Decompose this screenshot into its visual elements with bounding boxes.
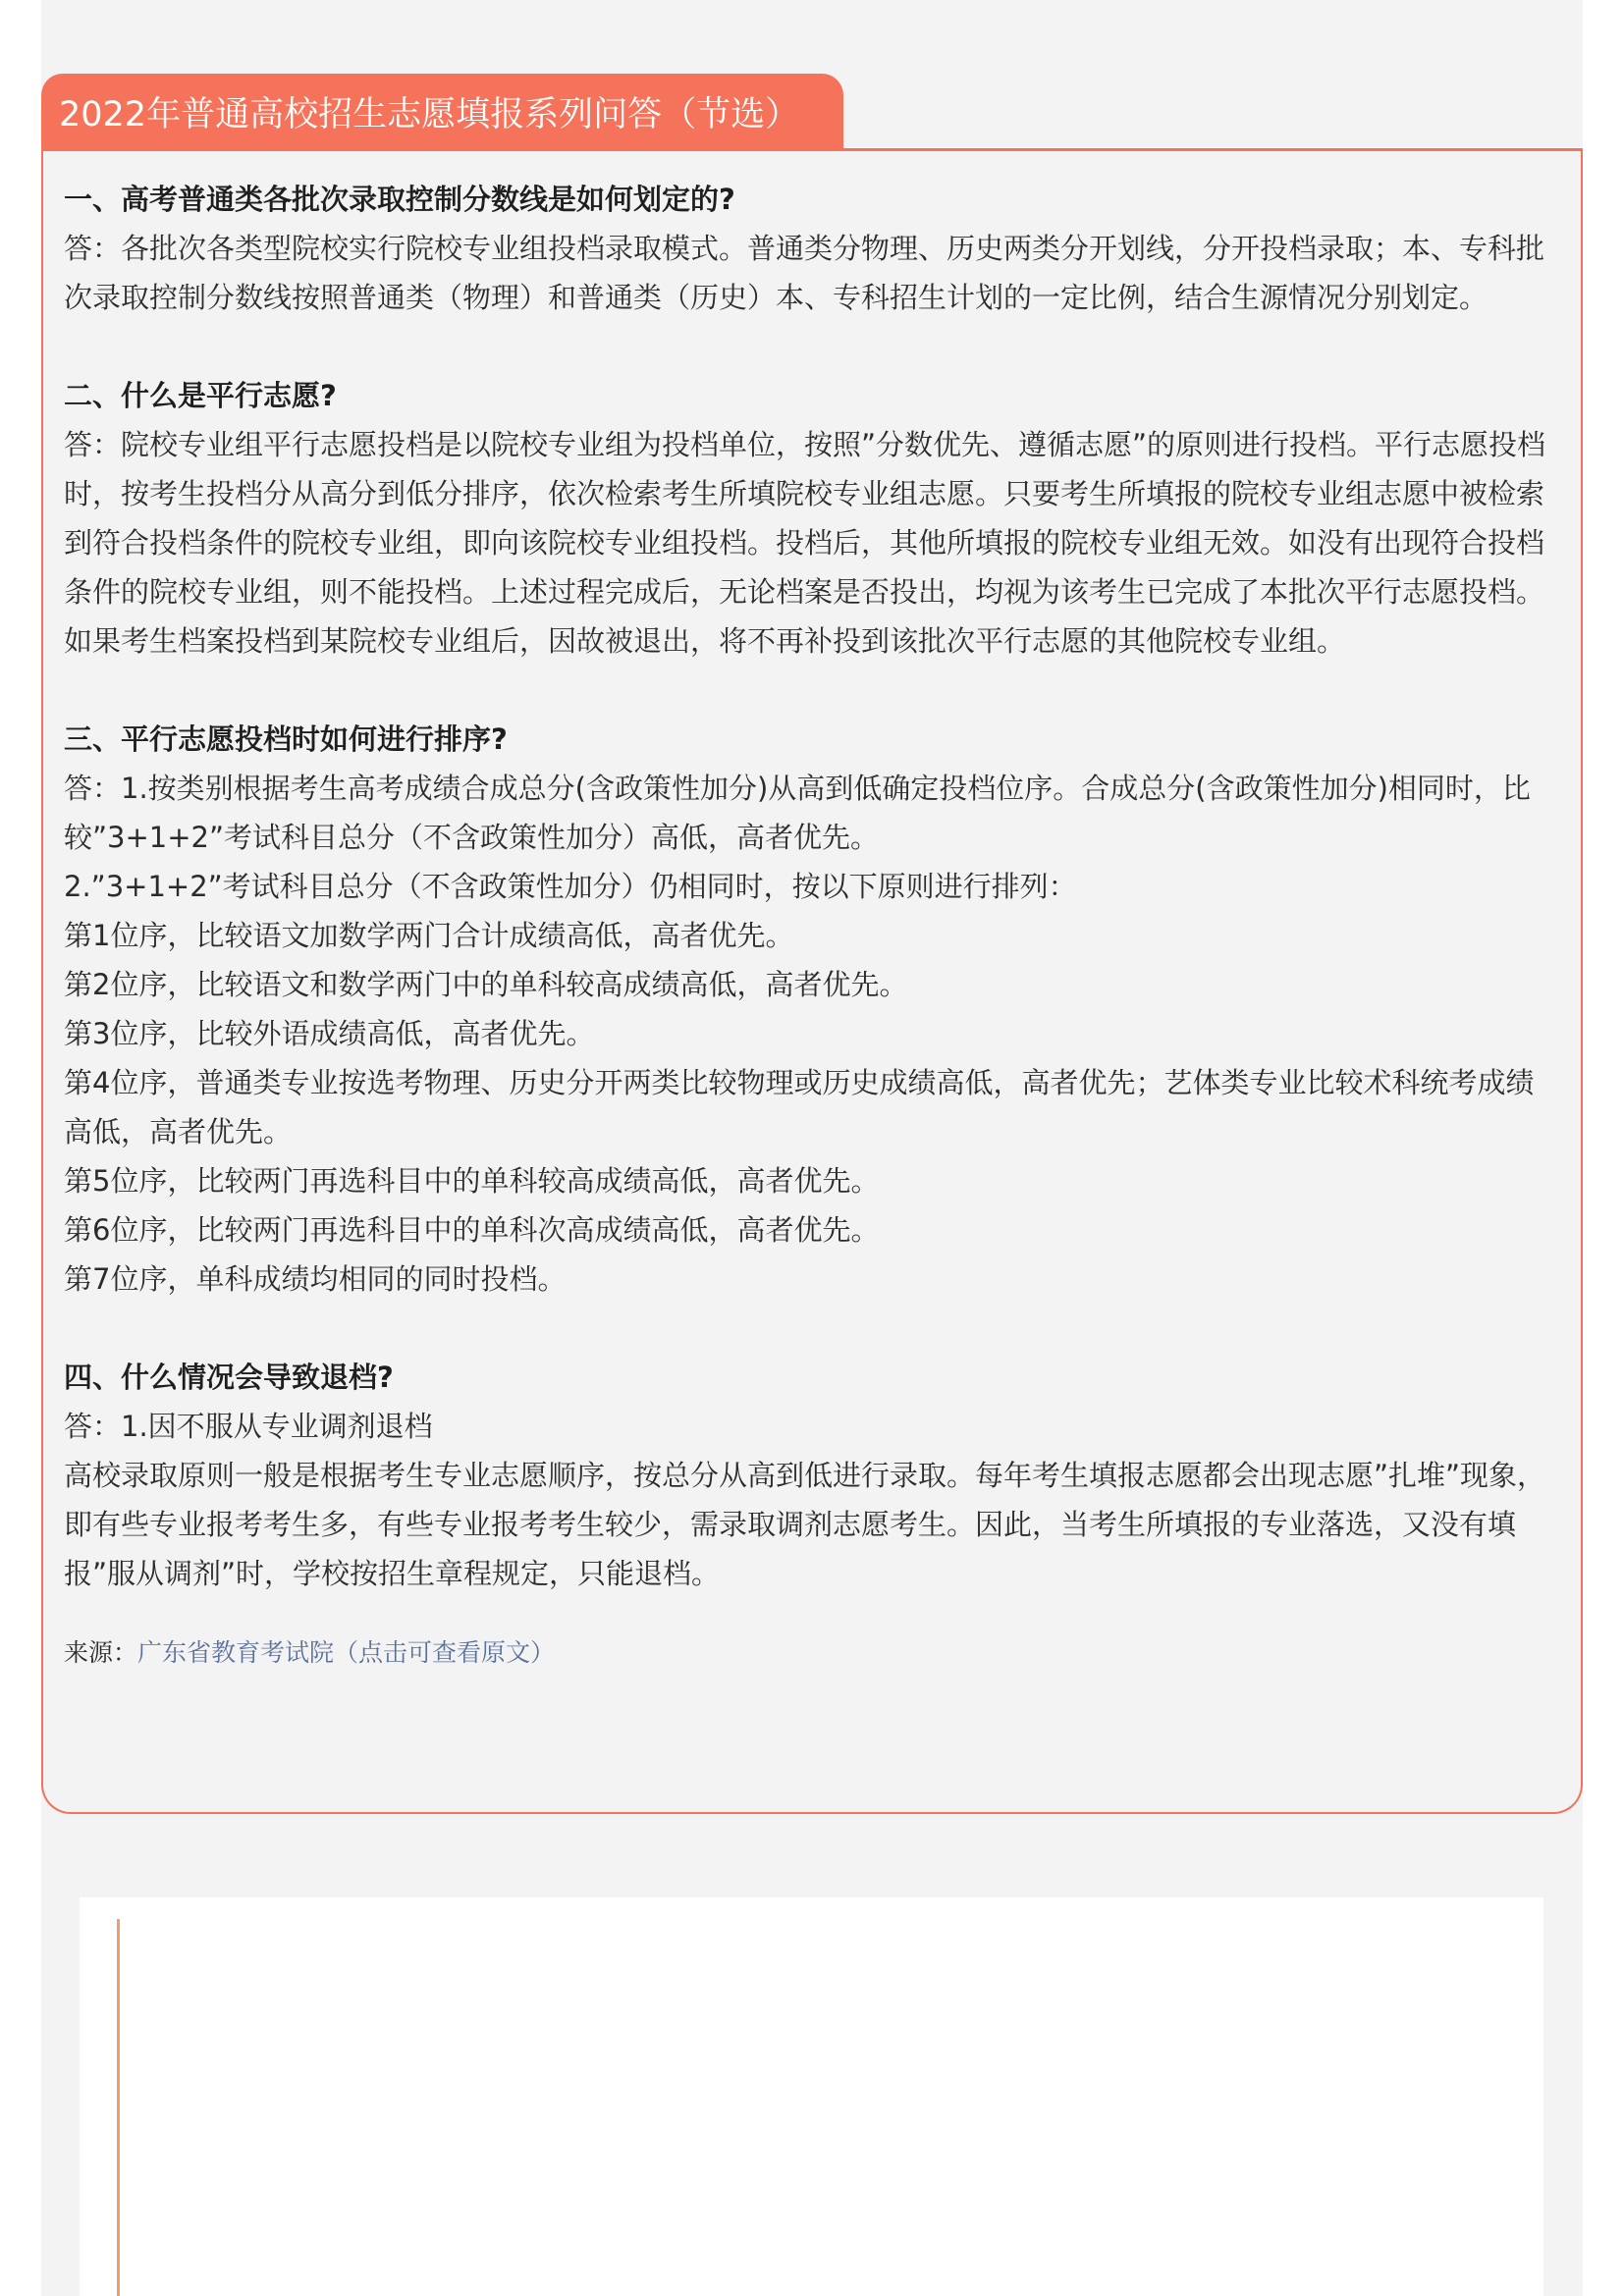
ranking-rule-7: 第7位序，单科成绩均相同的同时投档。 bbox=[64, 1262, 567, 1296]
question-heading: 四、什么情况会导致退档? bbox=[64, 1361, 394, 1394]
answer-text: 高校录取原则一般是根据考生专业志愿顺序，按总分从高到低进行录取。每年考生填报志愿都会出现志愿”扎堆”现象，即有些专业报考考生多，有些专业报考考生较少，需录取调剂志愿考生。因此，当考生所填报的专业落选，又没有填报”服从调剂”时，学校按招生章程规定，只能退档。 bbox=[64, 1459, 1546, 1590]
ranking-rule-5: 第5位序，比较两门再选科目中的单科较高成绩高低，高者优先。 bbox=[64, 1164, 880, 1198]
qa-section-2 bbox=[64, 371, 1559, 666]
article-title: 2022年普通高校招生志愿填报系列问答（节选） bbox=[59, 95, 800, 134]
qa-content-box bbox=[41, 148, 1583, 1814]
card-accent-line bbox=[117, 1919, 120, 2296]
content-card bbox=[80, 1897, 1543, 2296]
qa-section-1 bbox=[64, 175, 1559, 322]
source-link[interactable]: 广东省教育考试院（点击可查看原文） bbox=[137, 1638, 556, 1667]
ranking-rule-6: 第6位序，比较两门再选科目中的单科次高成绩高低，高者优先。 bbox=[64, 1213, 880, 1247]
answer-text: 答：1.按类别根据考生高考成绩合成总分(含政策性加分)从高到低确定投档位序。合成总分(含政策性加分)相同时，比较”3+1+2”考试科目总分（不含政策性加分）高低，高者优先。 bbox=[64, 772, 1531, 854]
question-heading: 二、什么是平行志愿? bbox=[64, 379, 337, 412]
answer-text: 2.”3+1+2”考试科目总分（不含政策性加分）仍相同时，按以下原则进行排列： bbox=[64, 870, 1077, 903]
qa-section-3 bbox=[64, 715, 1559, 1304]
answer-text: 答：1.因不服从专业调剂退档 bbox=[64, 1410, 433, 1443]
ranking-rule-2: 第2位序，比较语文和数学两门中的单科较高成绩高低，高者优先。 bbox=[64, 968, 908, 1001]
question-heading: 三、平行志愿投档时如何进行排序? bbox=[64, 722, 508, 756]
question-heading: 一、高考普通类各批次录取控制分数线是如何划定的? bbox=[64, 183, 735, 216]
qa-section-4 bbox=[64, 1353, 1559, 1598]
ranking-rule-1: 第1位序，比较语文加数学两门合计成绩高低，高者优先。 bbox=[64, 919, 794, 952]
ranking-rule-4: 第4位序，普通类专业按选考物理、历史分开两类比较物理或历史成绩高低，高者优先；艺体类专业比较术科统考成绩高低，高者优先。 bbox=[64, 1066, 1535, 1148]
answer-text: 答：各批次各类型院校实行院校专业组投档录取模式。普通类分物理、历史两类分开划线，分开投档录取；本、专科批次录取控制分数线按照普通类（物理）和普通类（历史）本、专科招生计划的一定比例，结合生源情况分别划定。 bbox=[64, 232, 1545, 314]
answer-text: 答：院校专业组平行志愿投档是以院校专业组为投档单位，按照”分数优先、遵循志愿”的原则进行投档。平行志愿投档时，按考生投档分从高分到低分排序，依次检索考生所填院校专业组志愿。只要考生所填报的院校专业组志愿中被检索到符合投档条件的院校专业组，即向该院校专业组投档。投档后，其他所填报的院校专业组无效。如没有出现符合投档条件的院校专业组，则不能投档。上述过程完成后，无论档案是否投出，均视为该考生已完成了本批次平行志愿投档。如果考生档案投档到某院校专业组后，因故被退出，将不再补投到该批次平行志愿的其他院校专业组。 bbox=[64, 428, 1546, 658]
article-header-tab bbox=[41, 74, 843, 150]
source-line bbox=[64, 1633, 1559, 1673]
source-label: 来源： bbox=[64, 1638, 138, 1667]
ranking-rule-3: 第3位序，比较外语成绩高低，高者优先。 bbox=[64, 1017, 595, 1050]
